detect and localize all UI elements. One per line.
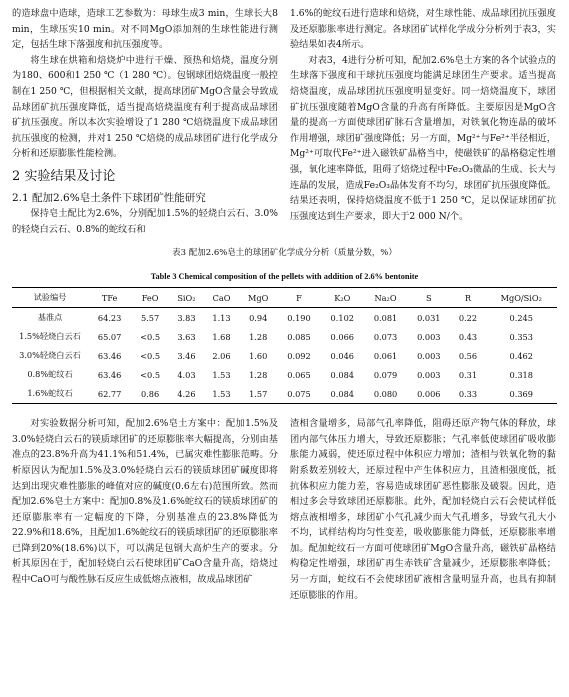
table-cell: 0.94 (249, 312, 268, 323)
paragraph: 对表3，4进行分析可知，配加2.6%皂土方案的各个试验点的生球落下强度和干球抗压强度均能满足球团生产要求。适当提高焙烧温度，成品球团抗压强度明显变好。同一焙烧温度下，球团矿抗压强度随着MgO含量的升高有所降低。主要原因是MgO含量的提高一方面使球团矿脉石含量增加，对铁氧化物连晶的破坏作用增强，球团矿强度降低；另一方面，Mg²⁺与Fe²⁺半径相近，Mg²⁺可取代Fe²⁺进入磁铁矿晶格当中，使磁铁矿的晶格稳定性增强，氧化速率降低，阻碍了焙烧过程中Fe₂O₃微晶的生成、长大与连晶的发展，造成Fe₂O₃晶体发育不均匀，球团矿抗压强度降低。结果还表明，保持焙烧温度不低于1 250 ℃，足以保证球团矿抗压强度达到生产要求，即大于2 000 N/个。 (290, 54, 556, 222)
header-cell: SiO₂ (177, 292, 196, 303)
table-cell: <0.5 (140, 331, 161, 342)
header-cell: Na₂O (374, 292, 397, 303)
table-cell: 0.102 (330, 312, 354, 323)
table-cell: 0.006 (417, 388, 441, 399)
table-cell: 0.353 (509, 331, 533, 342)
paragraph: 1.6%的蛇纹石进行造球和焙烧，对生球性能、成品球团抗压强度及还原膨胀率进行测定。各球团矿试样化学成分分析列于表3，实验结果如表4所示。 (290, 8, 556, 51)
table-cell: 4.26 (177, 388, 196, 399)
header-cell: FeO (141, 292, 159, 303)
paragraph: 对实验数据分析可知，配加2.6%皂土方案中：配加1.5%及3.0%轻烧白云石的镁质球团矿的还原膨胀率大幅提高，分别由基准点的23.8%升高为41.1%和51.4%，已属灾难性膨胀范畴。分析原因认为配加1.5%及3.0%轻烧白云石的镁质球团矿碱度即将达到出现灾难性膨胀的峰值对应的碱度(0.6左右)范围所致。然而配加2.6%皂土方案中：配加0.8%及1.6%蛇纹石的镁质球团矿的还原膨胀率有一定幅度的下降，分别基准点的23.8%降低为22.9%和18.6%，且配加1.6%蛇纹石的镁质球团矿的还原膨胀率已降到20%(18.6%)以下，可以满足包钢大高炉生产的要求。分析其原因在于，配加轻烧白云石使球团矿CaO含量升高，焙烧过程中CaO可与酸性脉石反应生成低熔点液相，故成品球团矿 (12, 418, 278, 586)
table-cell: 0.003 (417, 350, 441, 361)
table-cell: 0.22 (458, 312, 478, 323)
table-cell: 63.46 (97, 369, 122, 380)
table-cell: 1.60 (249, 350, 268, 361)
header-cell: S (426, 292, 432, 303)
table-caption-en: Table 3 Chemical composition of the pellets with addition of 2.6% bentonite (150, 272, 419, 282)
table-cell: 0.369 (509, 388, 533, 399)
table-cell: 0.31 (458, 369, 478, 380)
table-cell: 0.43 (458, 331, 478, 342)
table-caption-cn: 表3 配加2.6%皂土的球团矿化学成分分析（质量分数，%） (172, 248, 397, 259)
left-column (12, 416, 278, 603)
section-heading: 2 实验结果及讨论 (12, 168, 116, 184)
table-cell: 0.046 (330, 350, 354, 361)
table-cell: 0.003 (417, 331, 441, 342)
table-cell: 0.190 (287, 312, 311, 323)
table-cell: 0.245 (509, 312, 533, 323)
header-cell: MgO (248, 292, 269, 303)
table-cell: 0.061 (373, 350, 398, 361)
table-cell: 1.28 (249, 331, 268, 342)
composition-table (12, 287, 557, 404)
header-cell: CaO (212, 292, 231, 303)
paragraph: 保持皂土配比为2.6%，分别配加1.5%的轻烧白云石、3.0%的轻烧白云石、0.8%的蛇纹石和 (12, 207, 278, 235)
table-cell: 0.003 (417, 369, 441, 380)
table-row (12, 346, 557, 365)
table-cell: 0.33 (458, 388, 478, 399)
table-cell: 基准点 (37, 312, 63, 323)
header-cell: K₂O (334, 292, 351, 303)
table-cell: 62.77 (97, 388, 122, 399)
table-cell: 0.066 (330, 331, 354, 342)
right-column (290, 6, 556, 237)
table-cell: 1.28 (249, 369, 268, 380)
table-cell: 3.63 (177, 331, 196, 342)
upper-columns (12, 6, 557, 237)
table-cell: 63.46 (97, 350, 122, 361)
table-cell: 1.53 (212, 388, 231, 399)
table-row (12, 327, 557, 346)
table-cell: <0.5 (140, 350, 161, 361)
table-cell: 0.092 (287, 350, 311, 361)
table-cell: 4.03 (177, 369, 196, 380)
header-cell: TFe (101, 292, 118, 303)
paragraph: 将生球在烘箱和焙烧炉中进行干燥、预热和焙烧，温度分别为180、600和1 250 ℃（1 280 ℃）。包钢球团焙烧温度一般控制在1 250 ℃，但根据相关文献，提高球团矿MgO含量会导致成品球团矿抗压强度降低，适当提高焙烧温度有利于提高成品球团矿抗压强度。所以本次实验增设了1 280 ℃焙烧温度下成品球团抗压强度的检测，并对1 250 ℃焙烧的成品球团矿进行化学成分分析和还原膨胀性能检测。 (12, 54, 278, 160)
table-cell: 5.57 (140, 312, 160, 323)
table-row (12, 384, 557, 404)
table-row (12, 365, 557, 384)
table-block (12, 247, 557, 404)
header-cell: R (464, 292, 472, 303)
table-row (12, 308, 557, 328)
paragraph: 渣相含量增多，局部气孔率降低，阻碍还原产物气体的释放，球团内部气体压力增大，导致还原膨胀；气孔率低使球团矿吸收膨胀能力减弱，使还原过程中体积应力增加；渣相与铁氧化物的黏附系数差别较大，还原过程中产生体积应力，且渣相强度低，抵抗体积应力能力差，容易造成球团矿恶性膨胀及破裂。因此，造相过多会导致球团还原膨胀。此外，配加轻烧白云石会使试样低熔点液相增多，球团矿小气孔减少而大气孔增多，导致气孔大小不均，试样结构均匀性变差，吸收膨胀能力降低，还原膨胀率增加。配加蛇纹石一方面可使球团矿MgO含量升高，磁铁矿晶格结构稳定性增强，球团矿再生赤铁矿含量减少，还原膨胀率降低；另一方面，蛇纹石不会使球团矿液相含量明显升高，也具有抑制还原膨胀的作用。 (290, 418, 556, 601)
table-cell: 2.06 (212, 350, 231, 361)
table-cell: 0.462 (509, 350, 533, 361)
table-cell: 64.23 (97, 312, 122, 323)
table-cell: 0.065 (287, 369, 311, 380)
table-cell: 0.073 (373, 331, 398, 342)
table-cell: <0.5 (140, 369, 161, 380)
lower-columns (12, 416, 557, 603)
left-column (12, 6, 278, 237)
table-cell: 3.83 (177, 312, 196, 323)
header-cell: F (296, 292, 302, 303)
table-cell: 0.075 (287, 388, 311, 399)
table-cell: 0.031 (417, 312, 441, 323)
table-cell: 1.68 (212, 331, 231, 342)
table-header-row (12, 288, 557, 308)
table-cell: 0.079 (373, 369, 398, 380)
table-cell: 0.084 (330, 388, 354, 399)
table-cell: 0.080 (373, 388, 398, 399)
table-cell: 0.86 (140, 388, 160, 399)
table-cell: 1.6%蛇纹石 (27, 388, 73, 399)
table-cell: 0.8%蛇纹石 (27, 369, 73, 380)
table-cell: 3.46 (177, 350, 196, 361)
table-cell: 1.5%轻烧白云石 (19, 331, 81, 342)
table-cell: 65.07 (97, 331, 122, 342)
header-cell: 试验编号 (33, 292, 67, 303)
table-cell: 1.13 (212, 312, 231, 323)
right-column (290, 416, 556, 603)
subsection-heading: 2.1 配加2.6%皂土条件下球团矿性能研究 (12, 191, 206, 204)
table-cell: 1.53 (212, 369, 231, 380)
table-cell: 0.56 (458, 350, 478, 361)
table-cell: 1.57 (249, 388, 268, 399)
table-cell: 0.085 (287, 331, 311, 342)
header-cell: MgO/SiO₂ (500, 292, 542, 303)
paragraph: 的造球盘中造球，造球工艺参数为：母球生成3 min，生球长大8 min，生球压实10 min。对不同MgO添加剂的生球性能进行测定，包括生球下落强度和抗压强度等。 (12, 8, 278, 51)
table-cell: 3.0%轻烧白云石 (19, 350, 81, 361)
table-cell: 0.084 (330, 369, 354, 380)
table-cell: 0.318 (509, 369, 533, 380)
table-cell: 0.081 (373, 312, 398, 323)
